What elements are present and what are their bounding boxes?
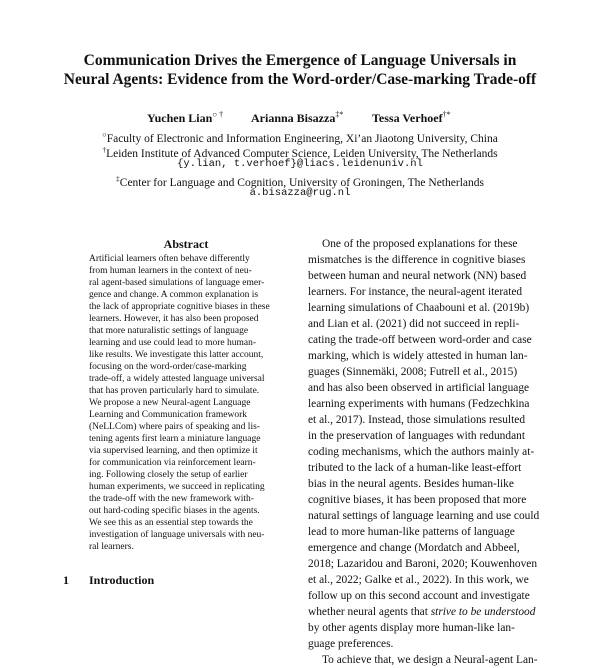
abstract-line: We propose a new Neural-agent Language [89, 398, 251, 408]
author-name: Tessa Verhoef [372, 111, 443, 125]
abstract-line: gence and change. A common explanation is [89, 290, 259, 300]
abstract-line: learning and use could lead to more human- [89, 338, 256, 348]
affiliation-text: Leiden Institute of Advanced Computer Science, Leiden University, The Netherlands [106, 147, 498, 160]
email-leiden: {y.lian, t.verhoef}@liacs.leidenuniv.nl [177, 158, 423, 170]
affiliation-mark: ○ [102, 130, 107, 139]
abstract-line: trade-off, a widely attested language universal [89, 374, 265, 384]
body-line [308, 604, 540, 620]
author-yuchen-lian [147, 110, 223, 126]
body-line: guages (Sinnemäki, 2008; Futrell et al., 2015) [308, 366, 518, 378]
author-marks: ‡* [335, 110, 344, 119]
body-line: coding mechanisms, which the authors mainly at- [308, 446, 535, 458]
author-list [0, 110, 600, 126]
abstract-line: the trade-off with the new framework with- [89, 494, 254, 504]
body-line: by other agents display more human-like lan- [308, 622, 515, 634]
body-line: follow up on this second account and investigate [308, 590, 530, 602]
author-name: Arianna Bisazza [251, 111, 336, 125]
abstract-line: like results. We investigate this latter account, [89, 350, 264, 360]
abstract-line: ral learners. [89, 542, 134, 552]
abstract-line: from human learners in the context of neu- [89, 266, 252, 276]
body-line: cating the trade-off between word-order and case [308, 334, 532, 346]
body-line: et al., 2022; Galke et al., 2022). In this work, we [308, 574, 529, 586]
body-text: whether neural agents that [308, 606, 428, 618]
abstract-line: focusing on the word-order/case-marking [89, 362, 247, 372]
body-line: et al., 2017). Instead, those simulations resulted [308, 414, 526, 426]
body-line: in the preservation of languages with redundant [308, 430, 525, 442]
section-number: 1 [63, 573, 69, 587]
abstract-heading: Abstract [163, 237, 209, 251]
abstract-line: Artificial learners often behave differently [89, 254, 250, 264]
affiliation-text: Faculty of Electronic and Information Engineering, Xi’an Jiaotong University, China [106, 132, 498, 145]
body-line: To achieve that, we design a Neural-agent Lan- [322, 654, 538, 666]
abstract-line: human experiments, we succeed in replicating [89, 482, 265, 492]
abstract-line: Learning and Communication framework [89, 410, 248, 420]
abstract-line: (NeLLCom) where pairs of speaking and lis- [89, 422, 260, 432]
body-line: learning experiments with humans (Fedzechkina [308, 398, 530, 410]
body-line: marking, which is widely attested in human lan- [308, 350, 528, 362]
author-tessa-verhoef [372, 110, 451, 126]
body-emphasis: strive to be understood [430, 606, 536, 618]
body-line: cognitive biases, it has been proposed that more [308, 494, 527, 506]
author-marks: ○ † [212, 110, 224, 119]
affiliation-mark: † [102, 145, 107, 154]
body-line: and Lian et al. (2021) did not succeed in repli- [308, 318, 520, 330]
email-groningen: a.bisazza@rug.nl [249, 187, 351, 199]
body-line: One of the proposed explanations for these [322, 238, 518, 250]
body-line: learners. For instance, the neural-agent iterated [308, 286, 523, 298]
abstract-line: ing. Following closely the setup of earlier [89, 470, 248, 480]
body-line: guage preferences. [308, 638, 394, 650]
abstract-line: We see this as an essential step towards the [89, 518, 253, 528]
abstract-line: investigation of language universals with neu- [89, 530, 265, 540]
affiliation-mark: ‡ [116, 174, 120, 183]
section-heading-introduction [63, 573, 154, 588]
author-name: Yuchen Lian [147, 111, 213, 125]
abstract-line: the lack of appropriate cognitive biases in these [89, 302, 270, 312]
author-arianna-bisazza [251, 110, 343, 126]
abstract-line: via supervised learning, and then optimize it [89, 446, 258, 456]
body-line: natural settings of language learning and use could [308, 510, 540, 522]
abstract-line: out hard-coding specific biases in the agents. [89, 506, 260, 516]
abstract-line: that has proven particularly hard to simulate. [89, 386, 260, 396]
body-line: bias in the neural agents. Besides human-like [308, 478, 514, 490]
abstract-line: ral agent-based simulations of language emer- [89, 278, 265, 288]
abstract-line: learners. However, it has also been proposed [89, 314, 259, 324]
body-line: emergence and change (Mordatch and Abbeel, [308, 542, 520, 554]
body-line: mismatches is the difference in cognitive biases [308, 254, 526, 266]
body-line: tributed to the lack of a human-like least-effort [308, 462, 522, 474]
body-line: lead to more human-like patterns of language [308, 526, 515, 538]
section-title: Introduction [89, 573, 155, 587]
body-line: between human and neural network (NN) based [308, 270, 527, 282]
author-marks: †* [442, 110, 451, 119]
body-line: 2018; Lazaridou and Baroni, 2020; Kouwenhoven [308, 558, 538, 570]
paper-title-line-1: Communication Drives the Emergence of Language Universals in [83, 52, 517, 69]
abstract-line: tening agents first learn a miniature language [89, 434, 261, 444]
affiliation-text: Center for Language and Cognition, University of Groningen, The Netherlands [119, 176, 484, 189]
body-line: and has also been observed in artificial language [308, 382, 530, 394]
body-line: learning simulations of Chaabouni et al. (2019b) [308, 302, 530, 314]
abstract-line: that more naturalistic settings of language [89, 326, 249, 336]
abstract-line: for communication via reinforcement learn- [89, 458, 256, 468]
paper-title-line-2: Neural Agents: Evidence from the Word-order/Case-marking Trade-off [63, 71, 537, 88]
